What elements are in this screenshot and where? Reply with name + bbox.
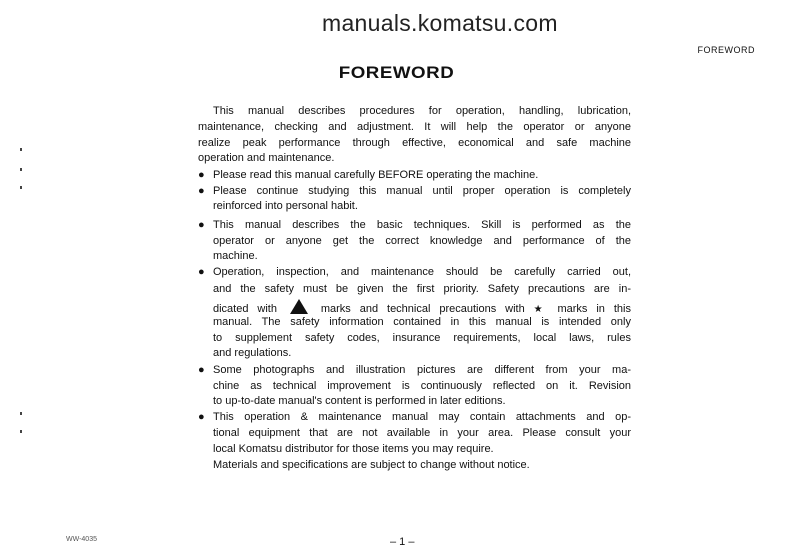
- intro-line: realize peak performance through effective, economical and safe machine: [198, 137, 631, 149]
- text: dicated with: [213, 303, 277, 315]
- bullet-line: This manual describes the basic techniques. Skill is performed as the: [213, 219, 631, 231]
- bullet-line: manual. The safety information contained in this manual is intended only: [213, 316, 631, 328]
- bullet-line: and regulations.: [213, 347, 292, 359]
- intro-line: This manual describes procedures for operation, handling, lubrication,: [213, 105, 631, 117]
- scan-speck: [20, 430, 22, 433]
- bullet-line: This operation & maintenance manual may contain attachments and op-: [213, 411, 631, 423]
- bullet-line: chine as technical improvement is continuously reflected on it. Revision: [213, 380, 631, 392]
- bullet-line: Please continue studying this manual until proper operation is completely: [213, 185, 631, 197]
- running-header: FOREWORD: [697, 45, 755, 55]
- bullet-line-with-icons: [213, 299, 631, 313]
- bullet-line: Materials and specifications are subject to change without notice.: [213, 459, 530, 471]
- text: marks and technical precautions with: [320, 303, 525, 315]
- intro-line: operation and maintenance.: [198, 152, 335, 164]
- scan-speck: [20, 186, 22, 189]
- text: marks in this: [557, 303, 631, 315]
- page-title: FOREWORD: [338, 63, 455, 82]
- page-number: – 1 –: [390, 536, 415, 548]
- bullet-line: Some photographs and illustration pictures are different from your ma-: [213, 364, 631, 376]
- scan-speck: [20, 148, 22, 151]
- bullet-line: to up-to-date manual's content is performed in later editions.: [213, 395, 506, 407]
- bullet-line: Operation, inspection, and maintenance should be carefully carried out,: [213, 266, 631, 278]
- bullet-line: machine.: [213, 250, 258, 262]
- bullet-line: local Komatsu distributor for those items you may require.: [213, 443, 494, 455]
- star-icon: ★: [533, 304, 549, 315]
- bullet-line: operator or anyone get the correct knowledge and performance of the: [213, 235, 631, 247]
- watermark: manuals.komatsu.com: [322, 10, 558, 36]
- scan-speck: [20, 412, 22, 415]
- scan-speck: [20, 168, 22, 171]
- bullet-line: Please read this manual carefully BEFORE operating the machine.: [213, 169, 539, 181]
- bullet-icon: ●: [198, 185, 205, 197]
- bullet-line: tional equipment that are not available in your area. Please consult your: [213, 427, 631, 439]
- document-code: WW-4035: [66, 536, 97, 543]
- bullet-icon: ●: [198, 169, 205, 181]
- bullet-line: to supplement safety codes, insurance requirements, local laws, rules: [213, 332, 631, 344]
- bullet-icon: ●: [198, 364, 205, 376]
- bullet-icon: ●: [198, 266, 205, 278]
- intro-line: maintenance, checking and adjustment. It will help the operator or anyone: [198, 121, 631, 133]
- bullet-line: and the safety must be given the first priority. Safety precautions are in-: [213, 283, 631, 295]
- bullet-icon: ●: [198, 219, 205, 231]
- bullet-icon: ●: [198, 411, 205, 423]
- warning-triangle-icon: [290, 299, 308, 314]
- bullet-line: reinforced into personal habit.: [213, 200, 358, 212]
